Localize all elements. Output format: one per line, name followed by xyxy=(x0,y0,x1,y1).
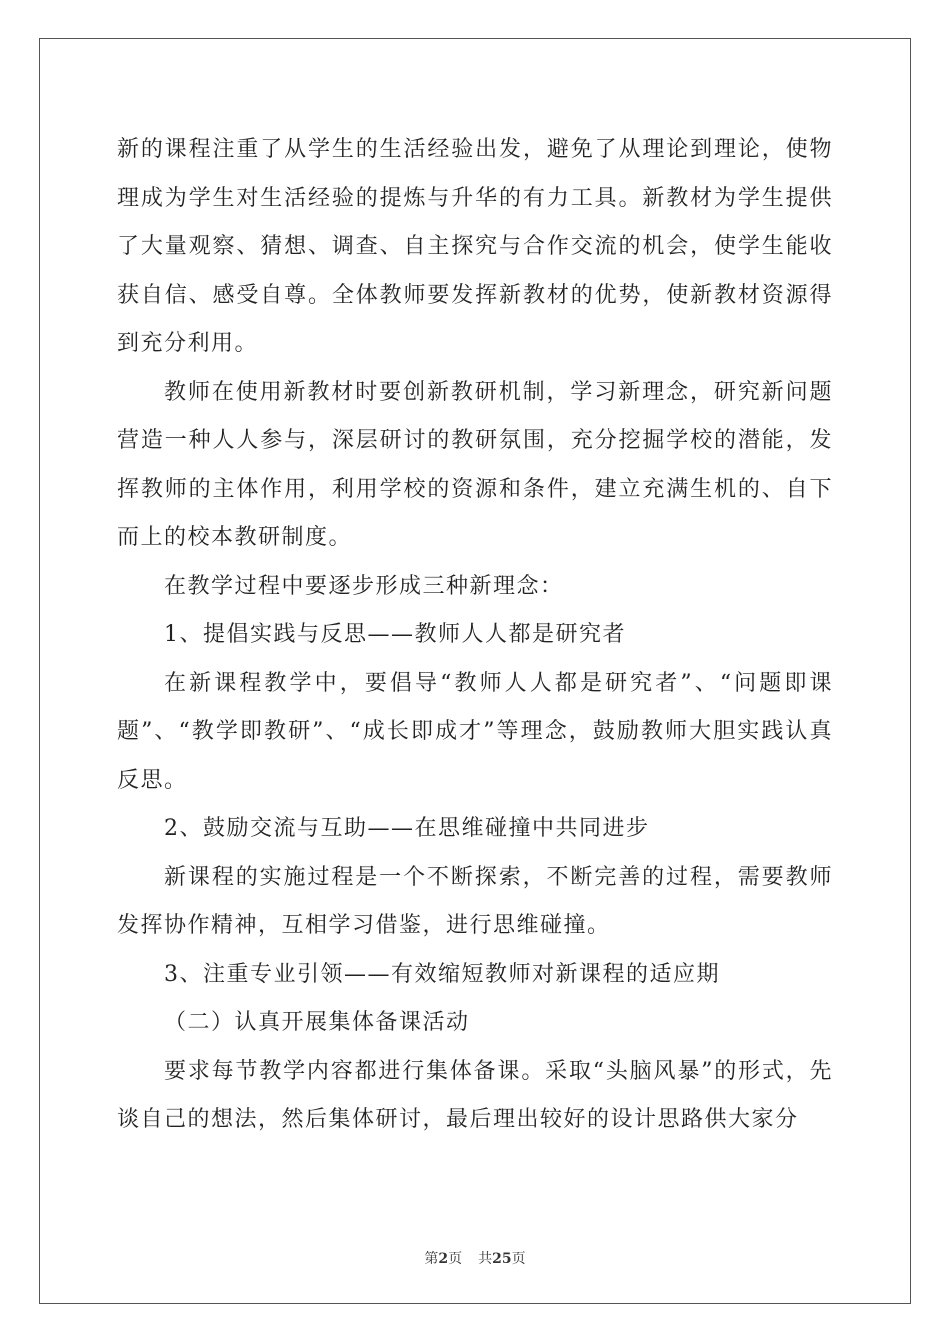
section-heading: （二）认真开展集体备课活动 xyxy=(164,1010,470,1035)
page-prefix: 第 xyxy=(424,1251,439,1267)
list-item-heading: 1、提倡实践与反思——教师人人都是研究者 xyxy=(164,622,626,647)
current-page-number: 2 xyxy=(438,1251,449,1267)
page-footer xyxy=(0,1248,950,1268)
paragraph: 新的课程注重了从学生的生活经验出发，避免了从理论到理论，使物理成为学生对生活经验的提炼与升华的有力工具。新教材为学生提供了大量观察、猜想、调查、自主探究与合作交流的机会，使学生能收获自信、感受自尊。全体教师要发挥新教材的优势，使新教材资源得到充分利用。 xyxy=(117,137,833,356)
page-suffix: 页 xyxy=(448,1251,463,1267)
paragraph: 在教学过程中要逐步形成三种新理念： xyxy=(164,573,564,599)
total-prefix: 共 xyxy=(478,1251,493,1267)
total-suffix: 页 xyxy=(511,1251,526,1267)
paragraph: 教师在使用新教材时要创新教研机制，学习新理念，研究新问题营造一种人人参与，深层研讨的教研氛围，充分挖掘学校的潜能，发挥教师的主体作用，利用学校的资源和条件，建立充满生机的、自下而上的校本教研制度。 xyxy=(117,379,833,550)
paragraph: 新课程的实施过程是一个不断探索，不断完善的过程，需要教师发挥协作精神，互相学习借鉴，进行思维碰撞。 xyxy=(117,864,833,938)
paragraph: 要求每节教学内容都进行集体备课。采取“头脑风暴”的形式，先谈自己的想法，然后集体研讨，最后理出较好的设计思路供大家分 xyxy=(117,1058,833,1132)
total-page-count: 25 xyxy=(492,1251,512,1267)
paragraph: 在新课程教学中，要倡导“教师人人都是研究者”、“问题即课题”、“教学即教研”、“成长即成才”等理念，鼓励教师大胆实践认真反思。 xyxy=(117,670,833,793)
list-item-heading: 3、注重专业引领——有效缩短教师对新课程的适应期 xyxy=(164,961,720,987)
list-item-heading: 2、鼓励交流与互助——在思维碰撞中共同进步 xyxy=(164,816,650,841)
document-body xyxy=(117,126,833,1145)
